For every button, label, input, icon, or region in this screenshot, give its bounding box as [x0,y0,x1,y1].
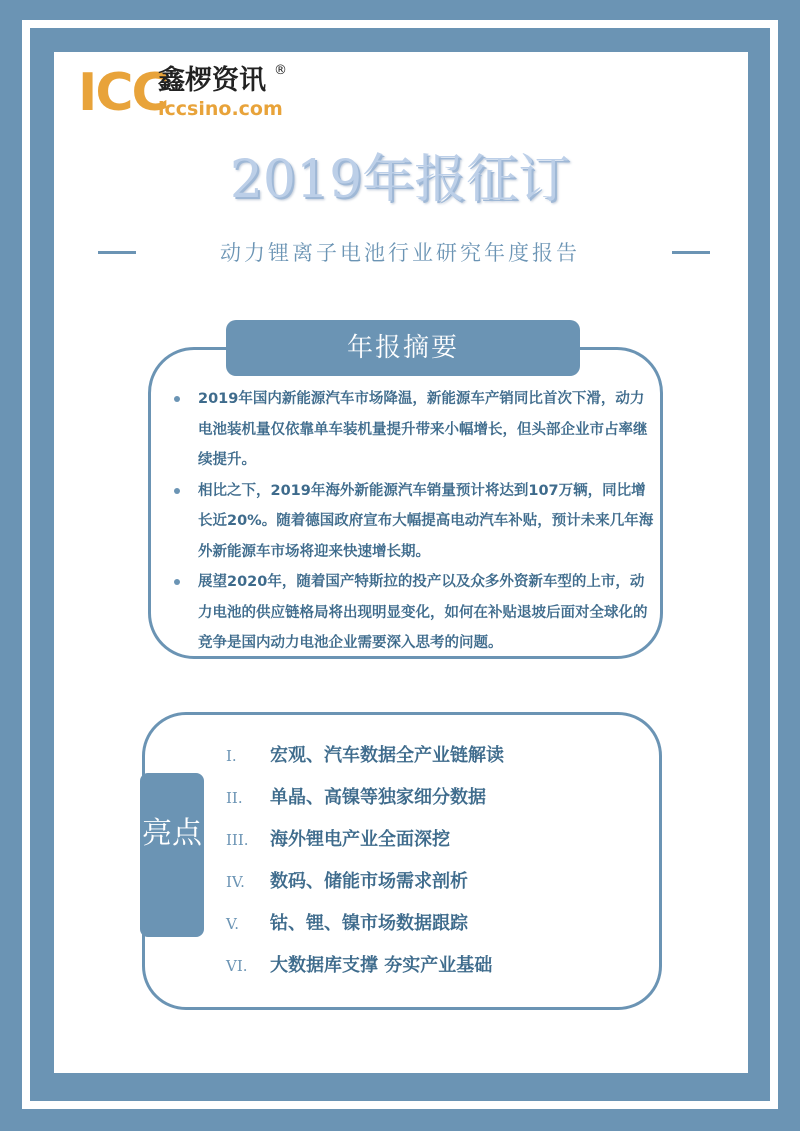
highlights-tab [140,773,204,937]
highlight-text: 数码、储能市场需求剖析 [270,871,468,892]
highlight-item [226,822,646,864]
summary-item-text: 展望2020年，随着国产特斯拉的投产以及众多外资新车型的上市，动力电池的供应链格局将出现明显变化，如何在补贴退坡后面对全球化的竞争是国内动力电池企业需要深入思考的问题。 [198,574,648,651]
summary-item-text: 相比之下，2019年海外新能源汽车销量预计将达到107万辆，同比增长近20%。随着德国政府宣布大幅提高电动汽车补贴，预计未来几年海外新能源车市场将迎来快速增长期。 [198,482,654,560]
highlight-item [226,738,646,780]
summary-item-text: 2019年国内新能源汽车市场降温，新能源车产销同比首次下滑，动力电池装机量仅依靠单车装机量提升带来小幅增长，但头部企业市占率继续提升。 [198,391,648,468]
highlight-number: I. [226,747,237,765]
highlight-item [226,948,646,990]
highlight-item [226,864,646,906]
summary-item [172,476,654,568]
highlight-number: II. [226,789,243,807]
logo-mark: ICC [78,63,168,123]
summary-heading: 年报摘要 [226,320,580,376]
highlight-number: V. [226,915,239,933]
summary-item [172,567,654,659]
highlights-list [226,738,646,990]
subtitle: 动力锂离子电池行业研究年度报告 [220,241,580,265]
highlight-text: 宏观、汽车数据全产业链解读 [270,745,504,766]
subtitle-row [0,238,800,268]
summary-list [172,384,654,659]
highlight-text: 海外锂电产业全面深挖 [270,829,450,850]
page-title: 2019年报征订 [229,150,571,210]
highlight-number: III. [226,831,249,849]
logo-name-cn: 鑫椤资讯 [158,65,266,96]
highlight-text: 大数据库支撑 夯实产业基础 [270,955,493,976]
summary-item [172,384,654,476]
highlight-number: IV. [226,873,245,891]
highlight-item [226,906,646,948]
highlight-number: VI. [226,957,248,975]
bullet-dot-icon [174,396,180,402]
registered-mark: ® [274,63,287,78]
bullet-dot-icon [174,579,180,585]
highlight-text: 钴、锂、镍市场数据跟踪 [270,913,468,934]
bullet-dot-icon [174,488,180,494]
highlight-text: 单晶、高镍等独家细分数据 [270,787,486,808]
highlight-item [226,780,646,822]
right-dash [672,251,710,254]
highlights-heading: 亮点 [142,816,202,851]
logo-url: iccsino.com [158,98,283,120]
